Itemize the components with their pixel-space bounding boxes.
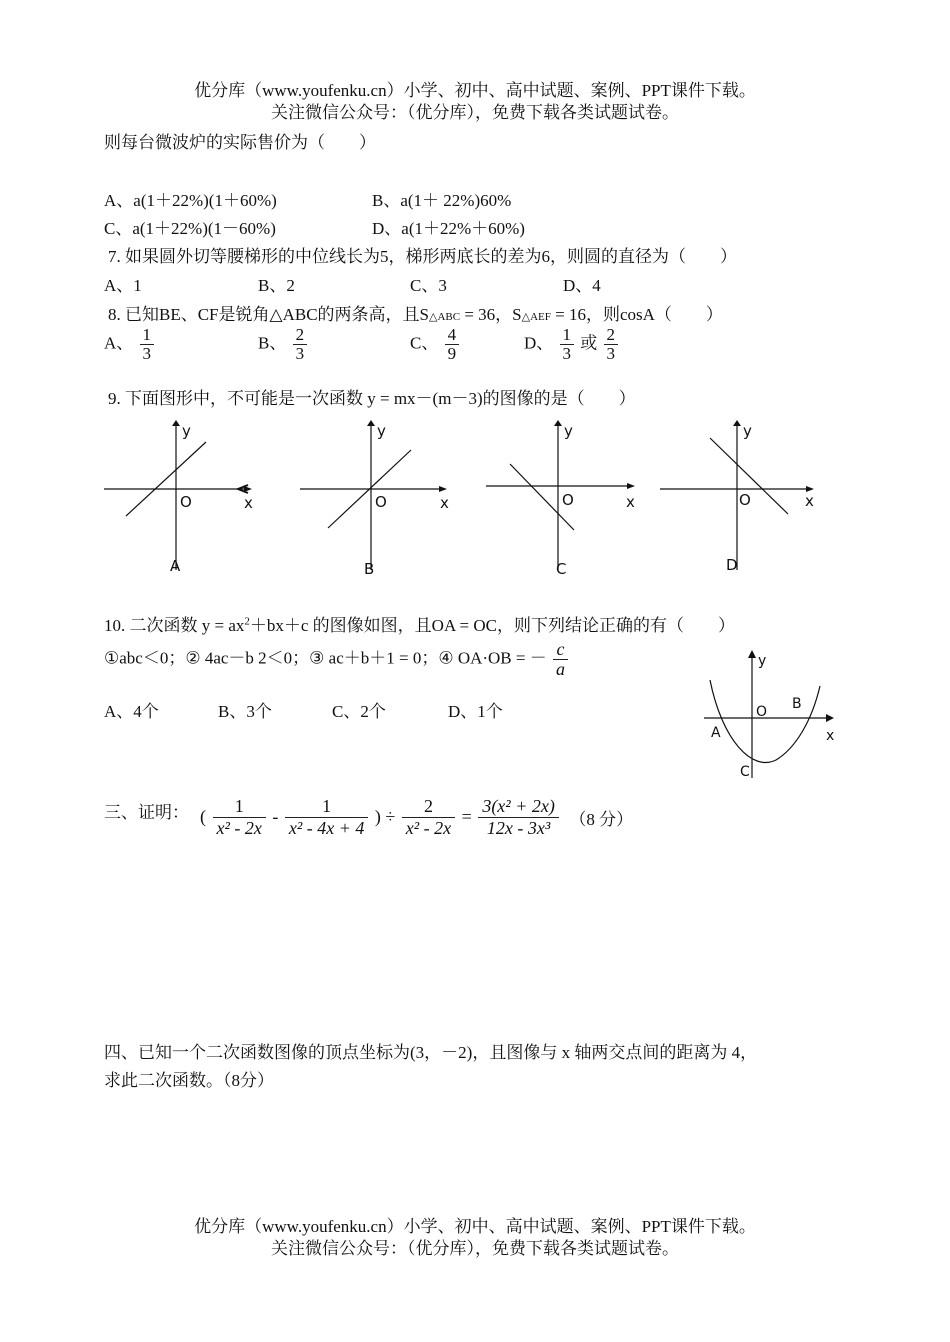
header-line-2: 关注微信公众号：（优分库），免费下载各类试题试卷。: [271, 103, 679, 122]
graph-c-origin: O: [562, 491, 574, 509]
point-a-label: A: [711, 725, 721, 741]
q8-option-c: C、 $\frac{4}{9}$: [410, 326, 461, 363]
q8-stem: 8. 已知BE、CF是锐角△ABC的两条高，且S△ABC = 36，S△AEF = 16，则cosA（ ）: [108, 305, 723, 324]
fraction: $\frac{c}{a}$: [553, 640, 568, 679]
graph-d-y-label: y: [743, 422, 752, 440]
q7-option-a: A、1: [104, 276, 142, 295]
x-label: x: [826, 728, 835, 744]
graph-a-x-label: x: [244, 494, 253, 512]
graph-d-origin: O: [739, 491, 751, 509]
section4-line-1: 四、已知一个二次函数图像的顶点坐标为(3，－2)，且图像与 x 轴两交点间的距离为 4，: [104, 1043, 758, 1062]
section4-line-2: 求此二次函数。（8分）: [104, 1071, 274, 1090]
arrow-icon: [172, 420, 180, 426]
fraction: $\frac{2}{\text{x² - 2x}}$: [402, 796, 455, 838]
q10-conditions: ①abc＜0；② 4ac－b 2＜0；③ ac＋b＋1 = 0；④ OA·OB = － $\frac{c}{a}$: [104, 640, 570, 679]
section3-equation: ( $\frac{1}{\text{x² - 2x}}$ - $\frac{1}{\text{x² - 4x + 4}}$ ) ÷ $\frac{2}{\text{x² - 2x}}$ = $\frac{\text{3(x² + 2x)}}{\text{12x - 3x³}}$ （8 分）: [200, 796, 634, 838]
footer-line-1: 优分库（www.youfenku.cn）小学、初中、高中试题、案例、PPT课件下载。: [194, 1217, 756, 1236]
fraction: $\frac{1}{3}$: [560, 326, 575, 363]
q10-stem: 10. 二次函数 $y = ax^2+bx+c$ 的图像如图，且OA = OC，则下列结论正确的有（ ）: [104, 615, 736, 635]
arrow-icon: [554, 420, 562, 426]
graph-a-origin: O: [180, 493, 192, 511]
graph-d-x-label: x: [805, 492, 814, 510]
header-line-1: 优分库（www.youfenku.cn）小学、初中、高中试题、案例、PPT课件下载。: [194, 81, 756, 100]
q7-option-b: B、2: [258, 276, 295, 295]
q10-option-c: C、2个: [332, 702, 386, 721]
q9-stem: 9. 下面图形中，不可能是一次函数 y = mx－(m－3)的图像的是（ ）: [108, 389, 636, 408]
fraction: $\frac{4}{9}$: [445, 326, 460, 363]
graph-b-origin: O: [375, 493, 387, 511]
graph-b-y-label: y: [377, 422, 386, 440]
arrow-icon: [826, 714, 834, 722]
point-b-label: B: [792, 696, 802, 712]
arrow-icon: [439, 486, 447, 492]
graph-a-y-label: y: [182, 422, 191, 440]
arrow-icon: [733, 420, 741, 426]
section3-score: （8 分）: [569, 809, 634, 829]
arrow-icon: [748, 650, 756, 658]
q10-option-d: D、1个: [448, 702, 503, 721]
parabola-curve: [710, 680, 820, 762]
fraction: $\frac{1}{3}$: [140, 326, 155, 363]
fraction: $\frac{\text{3(x² + 2x)}}{\text{12x - 3x³}}$: [478, 796, 559, 838]
q7-option-d: D、4: [563, 276, 601, 295]
arrow-icon: [367, 420, 375, 426]
q6-option-a: A、a(1＋22%)(1＋60%): [104, 191, 277, 210]
q10-option-b: B、3个: [218, 702, 272, 721]
fraction: $\frac{1}{\text{x² - 2x}}$: [213, 796, 266, 838]
origin-label: O: [756, 704, 768, 720]
fraction: $\frac{1}{\text{x² - 4x + 4}}$: [285, 796, 369, 838]
q6-stem: 则每台微波炉的实际售价为（ ）: [104, 133, 376, 152]
q8-option-b: B、 $\frac{2}{3}$: [258, 326, 309, 363]
graph-b-label: B: [364, 560, 375, 578]
q9-graphs: [98, 418, 838, 588]
q7-stem: 7. 如果圆外切等腰梯形的中位线长为5，梯形两底长的差为6，则圆的直径为（ ）: [108, 247, 737, 266]
graph-a-label: A: [170, 557, 181, 575]
q6-option-c: C、a(1＋22%)(1－60%): [104, 219, 276, 238]
fraction: $\frac{2}{3}$: [293, 326, 308, 363]
q6-option-b: B、a(1＋ 22%)60%: [372, 191, 512, 210]
graph-c-x-label: x: [626, 493, 635, 511]
section3-label: 三、证明：: [104, 803, 189, 822]
point-c-label: C: [740, 764, 750, 780]
arrow-icon: [244, 486, 252, 492]
graph-a-line: [126, 442, 206, 516]
q8-option-a: A、 $\frac{1}{3}$: [104, 326, 156, 363]
q10-parabola-graph: [700, 648, 850, 784]
arrow-icon: [627, 483, 635, 489]
graph-b-x-label: x: [440, 494, 449, 512]
graph-c-label: C: [556, 560, 567, 578]
fraction: $\frac{2}{3}$: [604, 326, 619, 363]
graph-c-y-label: y: [564, 422, 573, 440]
graph-d-label: D: [726, 556, 738, 574]
footer-line-2: 关注微信公众号：（优分库），免费下载各类试题试卷。: [271, 1239, 679, 1258]
q10-option-a: A、4个: [104, 702, 159, 721]
y-label: y: [758, 653, 767, 669]
q7-option-c: C、3: [410, 276, 447, 295]
q6-option-d: D、a(1＋22%＋60%): [372, 219, 525, 238]
q8-option-d: D、 $\frac{1}{3}$ 或 $\frac{2}{3}$: [524, 326, 620, 363]
